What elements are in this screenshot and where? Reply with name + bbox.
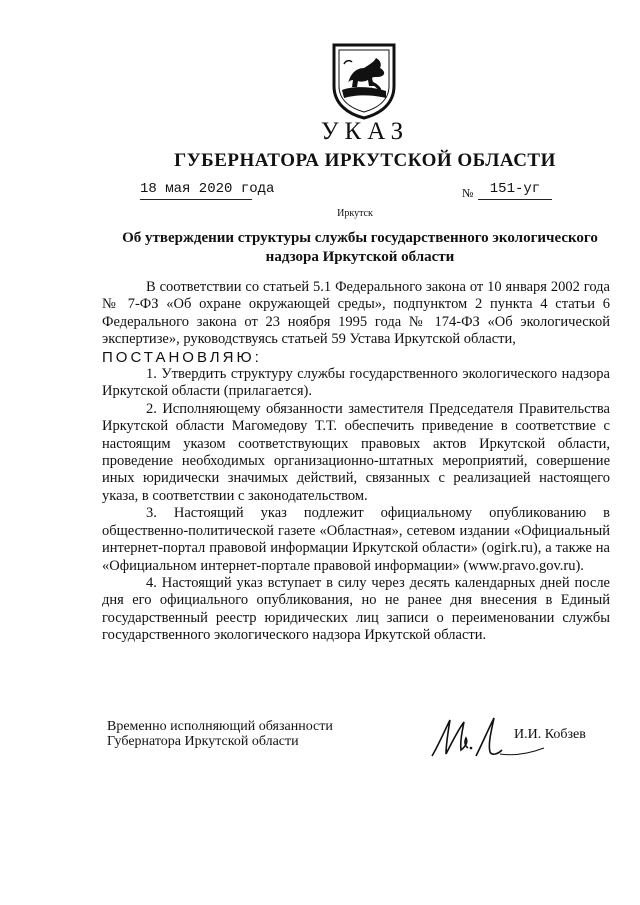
decree-item-1: 1. Утвердить структуру службы государственного экологического надзора Иркутской области (прилагается). <box>102 366 610 400</box>
decree-item-3: 3. Настоящий указ подлежит официальному опубликованию в общественно-политической газете «Областная», сетевом издании «Официальный интернет-портал правовой информации Иркутской области» (ogirk.ru), а также на «Официальном интернет-портале правовой информации» (www.pravo.gov.ru). <box>102 505 610 574</box>
decree-item-4: 4. Настоящий указ вступает в силу через десять календарных дней после дня его официального опубликования, но не ранее дня внесения в Единый государственный реестр юридических лиц записи о переименовании службы государственного экологического надзора Иркутской области. <box>102 574 610 644</box>
signer-position-line: Губернатора Иркутской области <box>107 734 299 749</box>
preamble-paragraph: В соответствии со статьей 5.1 Федерального закона от 10 января 2002 года № 7-ФЗ «Об охране окружающей среды», подпунктом 2 пункта 4 статьи 6 Федерального закона от 23 ноября 1995 года № 174-ФЗ «Об экологической экспертизе», руководствуясь статьей 59 Устава Иркутской области, <box>102 279 610 348</box>
subject-line: Об утверждении структуры службы государственного экологического <box>122 230 598 246</box>
irkutsk-coat-of-arms-icon <box>330 42 398 120</box>
issuer-title: ГУБЕРНАТОРА ИРКУТСКОЙ ОБЛАСТИ <box>174 150 556 171</box>
decree-subject <box>110 229 610 267</box>
decree-date: 18 мая 2020 года <box>140 181 252 200</box>
signer-name: И.И. Кобзев <box>514 727 586 742</box>
issue-place: Иркутск <box>337 208 373 219</box>
signer-position <box>107 719 333 749</box>
signer-position-line: Временно исполняющий обязанности <box>107 719 333 734</box>
decree-word: ПОСТАНОВЛЯЮ: <box>102 348 262 366</box>
number-sign: № <box>462 186 474 200</box>
decree-number: 151-уг <box>478 181 552 200</box>
decree-title: УКАЗ <box>320 118 410 145</box>
subject-line: надзора Иркутской области <box>265 249 455 265</box>
decree-body <box>102 279 610 645</box>
decree-item-2: 2. Исполняющему обязанности заместителя Председателя Правительства Иркутской области Магомедову Т.Т. обеспечить приведение в соответствие с настоящим указом соответствующих правовых актов Иркутской области, проведение необходимых организационно-штатных мероприятий, совершение иных юридически значимых действий, связанных с реализацией настоящего указа, в соответствии с законодательством. <box>102 400 610 504</box>
